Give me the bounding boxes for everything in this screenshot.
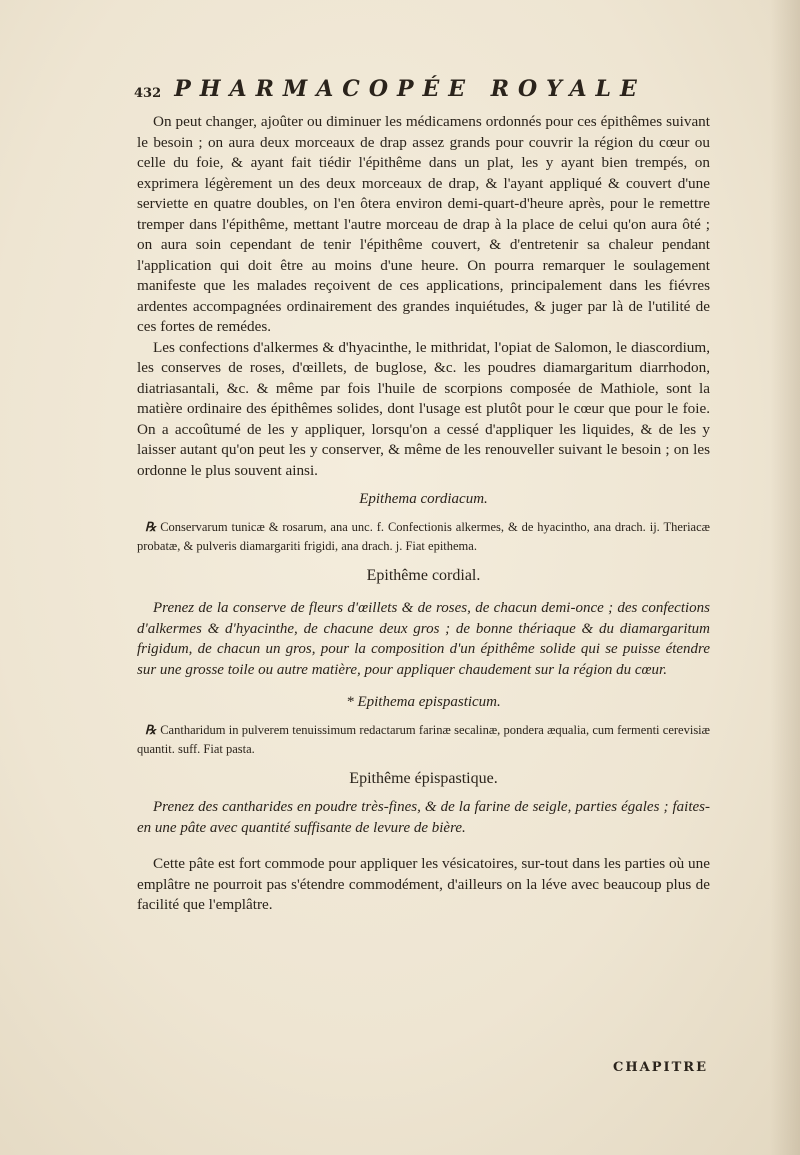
recipe-symbol: ℞ — [145, 519, 157, 534]
recipe-latin-1 — [137, 518, 710, 556]
french-recipe-2: Prenez des cantharides en poudre très-fines, & de la farine de seigle, parties égales ; faites-en une pâte avec quantité suffisante de levure de bière. — [137, 799, 710, 836]
recipe-latin-2 — [137, 721, 710, 759]
latin-title-cordiacum: Epithema cordiacum. — [359, 491, 488, 507]
recipe-latin-1-text: Conservarum tunicæ & rosarum, ana unc. f. Confectionis alkermes, & de hyacintho, ana drach. ij. Theriacæ probatæ, & pulveris diamargariti frigidi, ana drach. j. Fiat epithema. — [137, 519, 710, 553]
running-head: PHARMACOPÉE ROYALE — [174, 76, 646, 102]
french-title-cordial: Epithême cordial. — [366, 566, 481, 584]
catchword: CHAPITRE — [613, 1060, 708, 1075]
recipe-symbol: ℞ — [145, 722, 157, 737]
french-title-epispastique: Epithême épispastique. — [349, 769, 498, 787]
page-edge-shadow — [770, 0, 800, 1155]
page-number: 432 — [134, 86, 162, 101]
recipe-latin-2-text: Cantharidum in pulverem tenuissimum redactarum farinæ secalinæ, pondera æqualia, cum fermenti cerevisiæ quantit. suff. Fiat pasta. — [137, 722, 710, 756]
latin-title-epispasticum: * Epithema epispasticum. — [346, 694, 501, 710]
paragraph-2: Les confections d'alkermes & d'hyacinthe, le mithridat, l'opiat de Salomon, le diascordium, les conserves de roses, d'œillets, de buglose, &c. les poudres diamargaritum diarrhodon, diatriasantali, &c. & même par fois l'huile de scorpions composée de Mathiole, sont la matière ordinaire des épithêmes solides, dont l'usage est plutôt pour le cœur que pour le foie. On a accoûtumé de les y appliquer, lorsqu'on a cessé d'appliquer les liquides, & de les y laisser autant qu'on peut les y conserver, & même de les renouveller suivant le besoin ; on les ordonne le plus souvent ainsi. — [137, 338, 710, 479]
paragraph-1: On peut changer, ajoûter ou diminuer les médicamens ordonnés pour ces épithêmes suivant le besoin ; on aura deux morceaux de drap assez grands pour couvrir la région du cœur ou celle du foie, & ayant fait tiédir l'épithême dans un plat, les y ayant bien trempés, on exprimera légèrement un des deux morceaux de drap, & l'ayant appliqué & couvert d'une serviette en quatre doubles, on l'en ôtera environ demi-quart-d'heure après, pour le remettre tremper dans l'épithême, mettant l'autre morceau de drap à la place de celui qu'on aura ôté ; on aura soin cependant de tenir l'épithême couvert, & d'entretenir sa chaleur pendant l'application qui doit être au moins d'une heure. On pourra remarquer le soulagement manifeste que les malades reçoivent de ces applications, principalement dans les fiévres ardentes accompagnées ordinairement des grandes inquiétudes, & juger par là de l'utilité de ces fortes de remédes. — [137, 113, 710, 335]
french-recipe-1: Prenez de la conserve de fleurs d'œillets & de roses, de chacun demi-once ; des confections d'alkermes & d'hyacinthe, de chacune deux gros ; de bonne thériaque & du diamargaritum frigidum, de chacun un gros, pour la composition d'un épithême solide qui se puisse étendre sur une grosse toile ou autre matière, pour appliquer chaudement sur la région du cœur. — [137, 600, 710, 678]
paragraph-3: Cette pâte est fort commode pour appliquer les vésicatoires, sur-tout dans les parties où une emplâtre ne pourroit pas s'étendre commodément, d'ailleurs on la léve avec beaucoup plus de facilité que l'emplâtre. — [137, 855, 710, 913]
page-text — [137, 112, 710, 916]
